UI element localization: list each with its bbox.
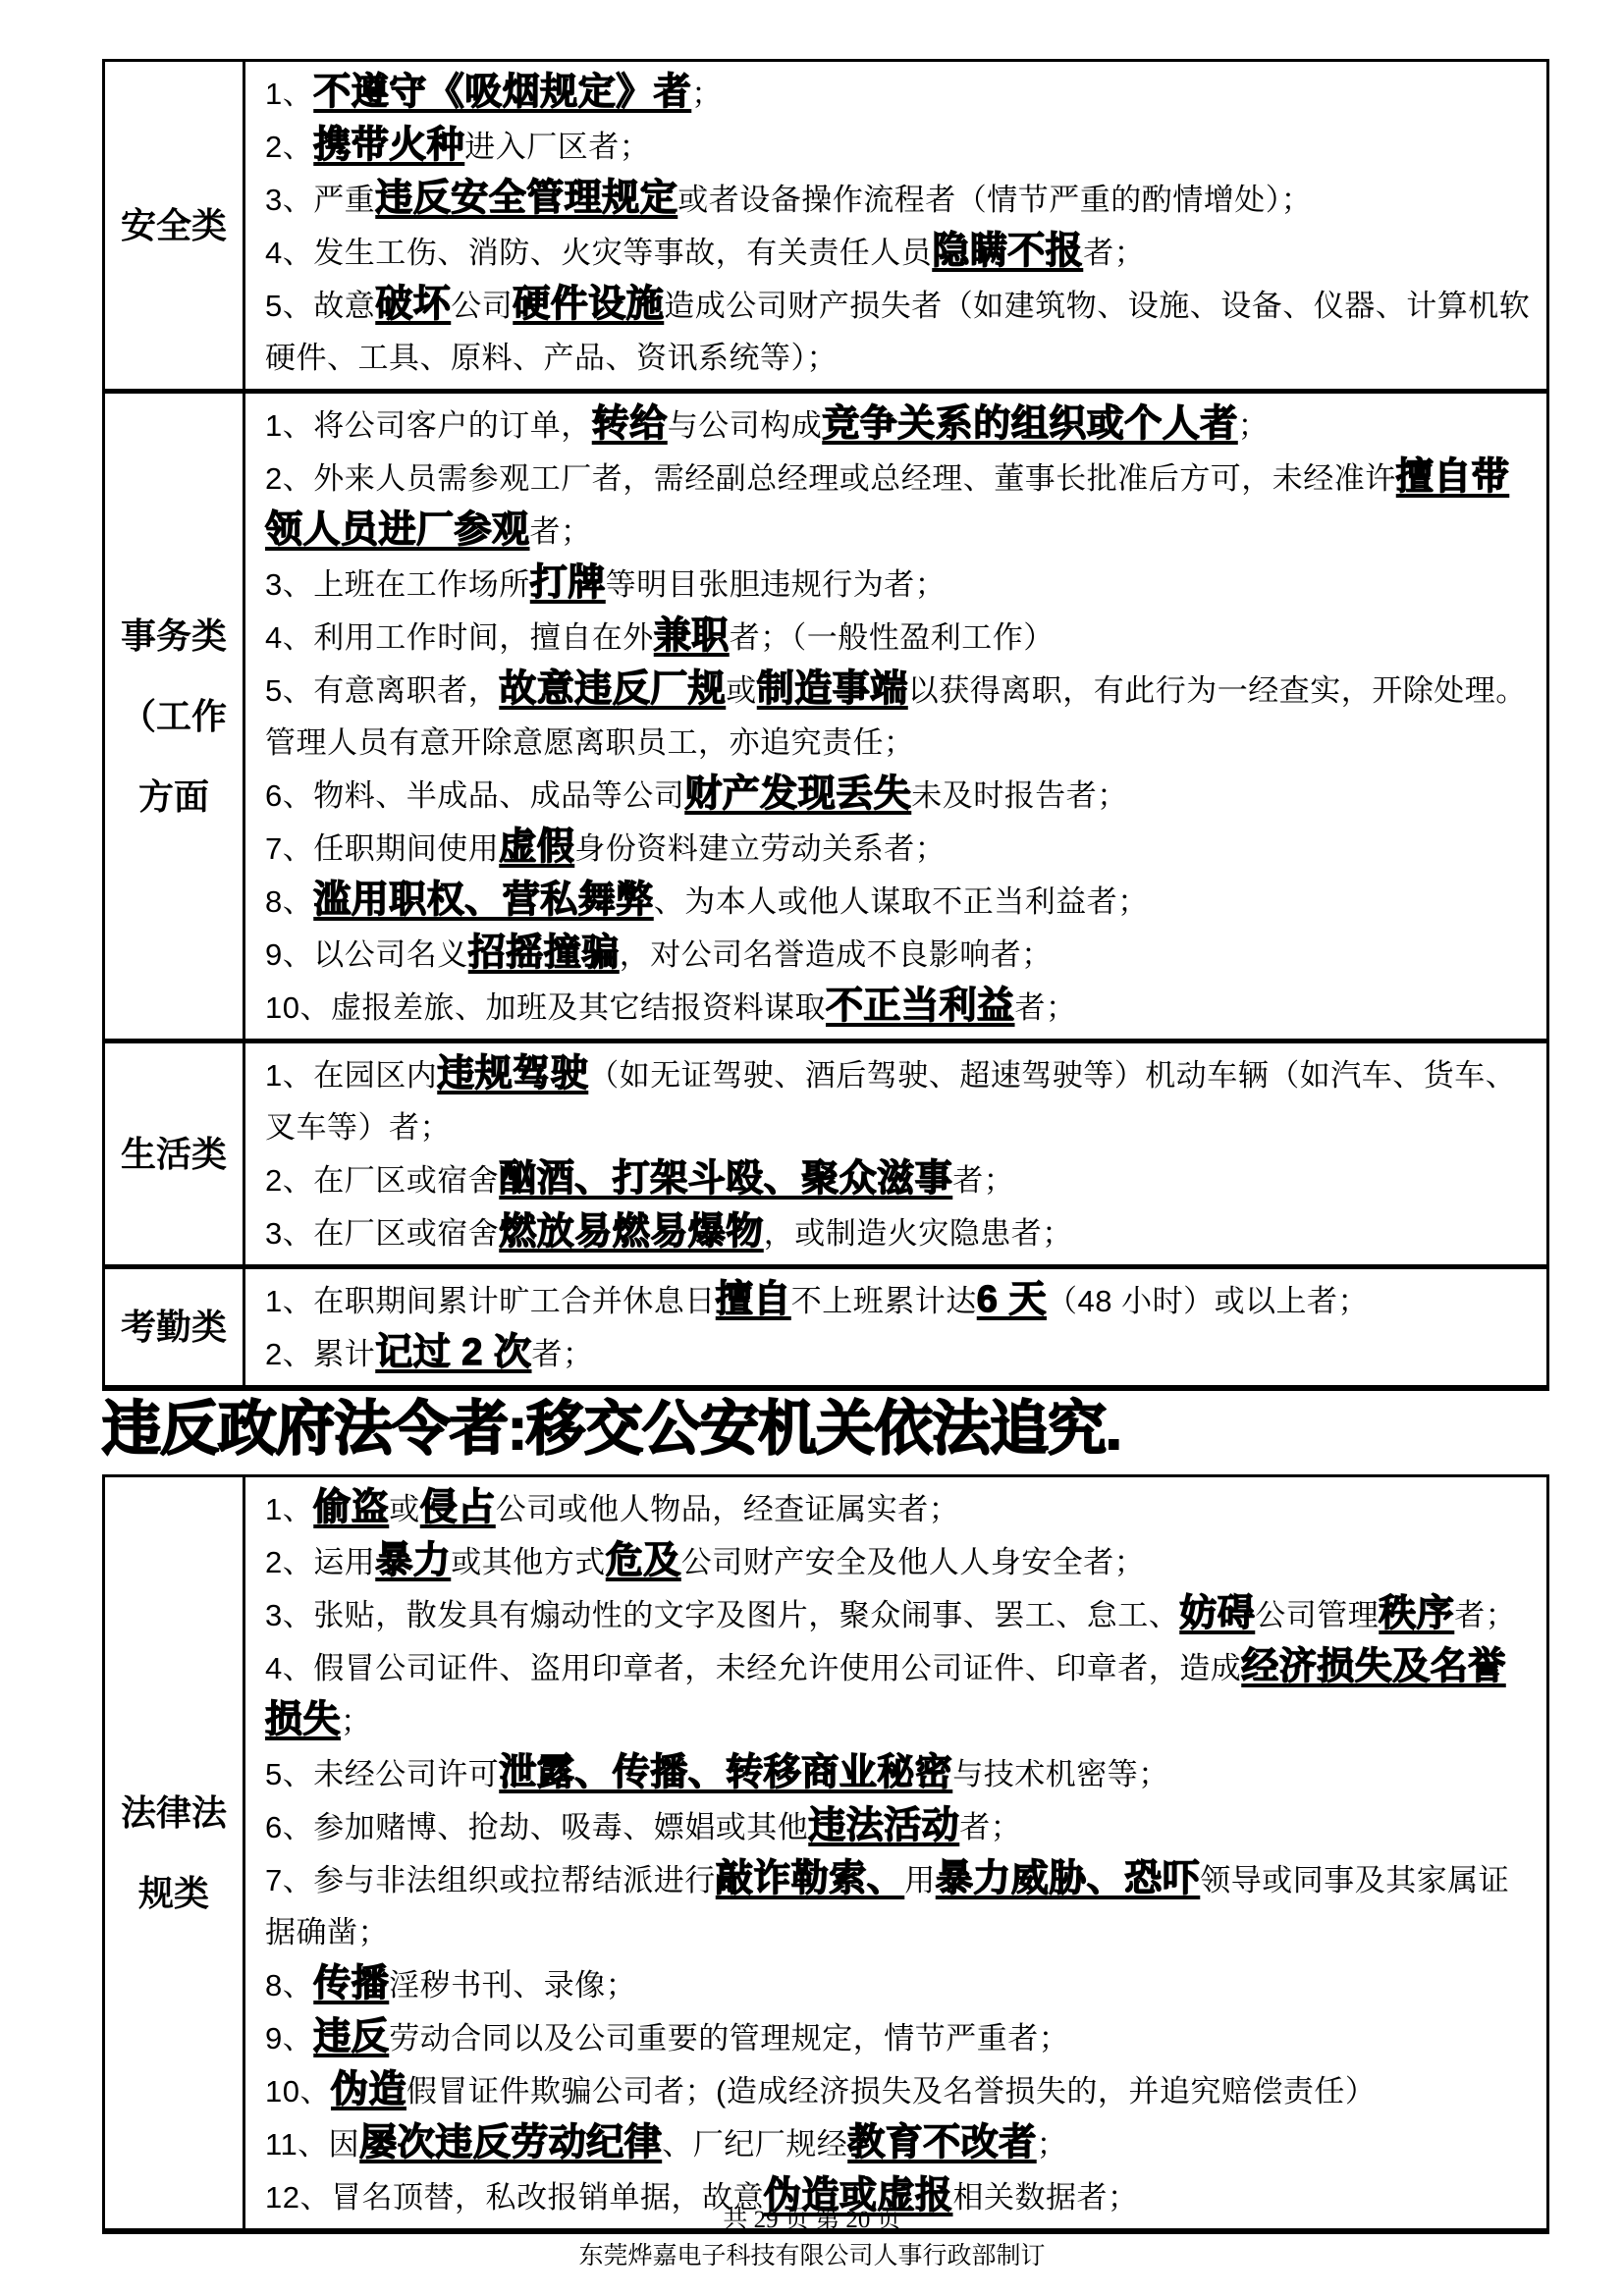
category-cell	[105, 394, 245, 1039]
plain-text: 7、参与非法组织或拉帮结派进行	[265, 1863, 716, 1897]
category-label: 生活类	[120, 1133, 227, 1174]
rule-item	[265, 2064, 1535, 2117]
plain-text: 未及时报告者；	[911, 778, 1128, 813]
plain-text: 11、因	[265, 2127, 360, 2162]
plain-text: 用	[904, 1863, 936, 1897]
emphasized-text: 违反安全管理规定	[375, 178, 678, 219]
rule-item	[265, 1327, 1535, 1380]
emphasized-text: 燃放易燃易爆物	[499, 1211, 764, 1253]
table-row	[105, 1264, 1546, 1385]
law-rules-table	[102, 1474, 1549, 2234]
emphasized-text: 伪造	[330, 2069, 406, 2110]
plain-text: 3、严重	[265, 183, 376, 217]
emphasized-text: 传播	[313, 1963, 390, 2004]
plain-text: 1、在职期间累计旷工合并休息日	[265, 1284, 716, 1318]
emphasized-text: 侵占	[419, 1487, 496, 1528]
plain-text: 6、物料、半成品、成品等公司	[265, 778, 685, 813]
plain-text: 9、	[265, 2021, 314, 2056]
rule-item	[265, 226, 1535, 279]
category-label: 安全类	[120, 204, 227, 245]
plain-text: 或	[726, 673, 757, 708]
emphasized-text: 酗酒、打架斗殴、聚众滋事	[499, 1158, 953, 1200]
plain-text: 以获得离职，有此行为一经查实，开除处理。管理人员有意开除意愿离职员工，亦追究责任；	[265, 673, 1527, 760]
plain-text: 者；	[959, 1810, 1022, 1844]
plain-text: 5、有意离职者，	[265, 673, 500, 708]
plain-text: 1、	[265, 1492, 314, 1526]
emphasized-text: 经济损失及名誉损失	[265, 1646, 1506, 1740]
rule-item	[265, 1482, 1535, 1535]
plain-text: （48 小时）或以上者；	[1046, 1284, 1370, 1318]
plain-text: 身份资料建立劳动关系者；	[574, 831, 947, 866]
rule-item	[265, 399, 1535, 452]
emphasized-text: 携带火种	[313, 125, 465, 166]
plain-text: 与公司构成	[667, 408, 823, 443]
emphasized-text: 不正当利益	[825, 986, 1015, 1027]
plain-text: 与技术机密等；	[952, 1757, 1169, 1791]
emphasized-text: 转给	[591, 403, 668, 445]
rule-item	[265, 664, 1535, 769]
plain-text: 7、任职期间使用	[265, 831, 500, 866]
emphasized-text: 兼职	[653, 615, 730, 657]
category-cell	[105, 1043, 245, 1264]
section-heading: 违反政府法令者:移交公安机关依法追究.	[102, 1396, 1121, 1462]
plain-text: 10、	[265, 2074, 331, 2109]
emphasized-text: 违规驾驶	[437, 1053, 589, 1095]
plain-text: 、为本人或他人谋取不正当利益者；	[653, 884, 1149, 919]
rule-item	[265, 1800, 1535, 1853]
category-label: 法律法	[120, 1791, 227, 1833]
emphasized-text: 违反	[313, 2016, 390, 2057]
table-row	[105, 389, 1546, 1039]
plain-text: 或者设备操作流程者（情节严重的酌情增处）；	[677, 183, 1313, 217]
emphasized-text: 6 天	[976, 1279, 1047, 1320]
category-label: 考勤类	[120, 1307, 227, 1347]
items-cell	[245, 1477, 1546, 2228]
emphasized-text: 不遵守《吸烟规定》者	[313, 72, 692, 113]
plain-text: 相关数据者；	[952, 2180, 1139, 2215]
plain-text: 2、累计	[265, 1337, 376, 1371]
emphasized-text: 违法活动	[808, 1805, 960, 1846]
rule-item	[265, 120, 1535, 173]
plain-text: 8、	[265, 1968, 314, 2002]
category-label: 规类	[137, 1872, 209, 1913]
plain-text: （如无证驾驶、酒后驾驶、超速驾驶等）机动车辆（如汽车、货车、叉车等）者；	[265, 1058, 1517, 1145]
plain-text: 领导或同事及其家属证据确凿；	[265, 1863, 1510, 1949]
rule-item	[265, 1206, 1535, 1259]
plain-text: 者；	[529, 514, 592, 549]
table-row	[105, 62, 1546, 389]
emphasized-text: 硬件设施	[513, 284, 665, 325]
rule-item	[265, 2117, 1535, 2170]
plain-text: 劳动合同以及公司重要的管理规定，情节严重者；	[389, 2021, 1070, 2056]
plain-text: 9、以公司名义	[265, 937, 468, 972]
category-label: 方面	[137, 775, 209, 817]
plain-text: ；	[1237, 408, 1270, 443]
emphasized-text: 教育不改者	[847, 2122, 1037, 2163]
plain-text: 者；	[1014, 990, 1077, 1025]
emphasized-text: 财产发现丢失	[684, 774, 912, 815]
emphasized-text: 虚假	[499, 827, 575, 868]
items-cell	[245, 1269, 1546, 1385]
rule-item	[265, 173, 1535, 226]
emphasized-text: 滥用职权、营私舞弊	[313, 880, 654, 921]
plain-text: 1、	[265, 77, 314, 111]
category-cell	[105, 1477, 245, 2228]
emphasized-text: 招摇撞骗	[467, 933, 620, 974]
rule-item	[265, 279, 1535, 384]
plain-text: 公司财产安全及他人人身安全者；	[680, 1545, 1146, 1579]
emphasized-text: 记过 2 次	[375, 1332, 532, 1373]
rule-item	[265, 981, 1535, 1034]
emphasized-text: 隐瞒不报	[932, 231, 1084, 272]
table-row	[105, 1477, 1546, 2228]
footer-issuer: 东莞烨嘉电子科技有限公司人事行政部制订	[578, 2243, 1046, 2269]
emphasized-text: 破坏	[375, 284, 452, 325]
rule-item	[265, 558, 1535, 611]
plain-text: ，或制造火灾隐患者；	[763, 1216, 1073, 1251]
plain-text: 1、在园区内	[265, 1058, 438, 1093]
plain-text: 2、外来人员需参观工厂者，需经副总经理或总经理、董事长批准后方可，未经准许	[265, 461, 1396, 496]
page-count: 共 29 页 第 20 页	[723, 2207, 901, 2233]
plain-text: 5、故意	[265, 289, 376, 323]
plain-text: ；	[691, 77, 723, 111]
plain-text: 公司或他人物品，经查证属实者；	[495, 1492, 960, 1526]
plain-text: ；	[341, 1704, 372, 1738]
rule-item	[265, 769, 1535, 822]
emphasized-text: 危及	[605, 1540, 681, 1581]
plain-text: ，对公司名誉造成不良影响者；	[619, 937, 1053, 972]
plain-text: ；	[1036, 2127, 1068, 2162]
rule-item	[265, 452, 1535, 558]
rule-item	[265, 1588, 1535, 1641]
plain-text: 公司	[451, 289, 514, 323]
plain-text: 进入厂区者；	[464, 130, 651, 164]
plain-text: 4、发生工伤、消防、火灾等事故，有关责任人员	[265, 236, 933, 270]
plain-text: 造成公司财产损失者（如建筑物、设施、设备、仪器、计算机软硬件、工具、原料、产品、资讯系统等）；	[265, 289, 1531, 375]
plain-text: 3、张贴，散发具有煽动性的文字及图片，聚众闹事、罢工、怠工、	[265, 1598, 1180, 1632]
plain-text: 等明目张胆违规行为者；	[605, 567, 947, 602]
plain-text: 公司管理	[1255, 1598, 1380, 1632]
plain-text: 3、上班在工作场所	[265, 567, 530, 602]
emphasized-text: 擅自带领人员进厂参观	[265, 456, 1510, 551]
plain-text: 5、未经公司许可	[265, 1757, 500, 1791]
rule-item	[265, 1747, 1535, 1800]
rule-item	[265, 1153, 1535, 1206]
plain-text: 者；	[1454, 1598, 1517, 1632]
items-cell	[245, 62, 1546, 389]
emphasized-text: 秩序	[1379, 1593, 1455, 1634]
rule-item	[265, 822, 1535, 875]
rule-item	[265, 928, 1535, 981]
plain-text: 者；	[952, 1163, 1015, 1198]
plain-text: 淫秽书刊、录像；	[389, 1968, 637, 2002]
table-row	[105, 1039, 1546, 1264]
items-cell	[245, 1043, 1546, 1264]
category-cell	[105, 62, 245, 389]
plain-text: 假冒证件欺骗公司者；(造成经济损失及名誉损失的，并追究赔偿责任）	[406, 2074, 1377, 2109]
items-cell	[245, 394, 1546, 1039]
plain-text: 者；	[531, 1337, 594, 1371]
emphasized-text: 竞争关系的组织或个人者	[822, 403, 1238, 445]
rule-item	[265, 2011, 1535, 2064]
plain-text: 1、将公司客户的订单，	[265, 408, 592, 443]
plain-text: 2、运用	[265, 1545, 376, 1579]
emphasized-text: 暴力	[375, 1540, 452, 1581]
plain-text: 者；	[1083, 236, 1146, 270]
emphasized-text: 故意违反厂规	[499, 668, 727, 710]
emphasized-text: 屡次违反劳动纪律	[359, 2122, 663, 2163]
category-label: （工作	[120, 695, 227, 736]
category-cell	[105, 1269, 245, 1385]
rule-item	[265, 1274, 1535, 1327]
category-label: 事务类	[120, 614, 227, 656]
plain-text: 4、利用工作时间，擅自在外	[265, 620, 654, 655]
rule-item	[265, 67, 1535, 120]
plain-text: 12、冒名顶替，私改报销单据，故意	[265, 2180, 764, 2215]
emphasized-text: 敲诈勒索、	[715, 1858, 905, 1899]
rule-item	[265, 1641, 1535, 1747]
plain-text: 、厂纪厂规经	[662, 2127, 848, 2162]
plain-text: 6、参加赌博、抢劫、吸毒、嫖娼或其他	[265, 1810, 809, 1844]
emphasized-text: 妨碍	[1179, 1593, 1256, 1634]
rule-item	[265, 1535, 1535, 1588]
emphasized-text: 擅自	[715, 1279, 791, 1320]
plain-text: 或其他方式	[451, 1545, 606, 1579]
page-footer	[0, 2202, 1624, 2274]
plain-text: 8、	[265, 884, 314, 919]
rule-item	[265, 611, 1535, 664]
emphasized-text: 偷盗	[313, 1487, 390, 1528]
plain-text: 或	[389, 1492, 420, 1526]
emphasized-text: 制造事端	[756, 668, 908, 710]
rule-item	[265, 875, 1535, 928]
emphasized-text: 伪造或虚报	[763, 2175, 953, 2216]
emphasized-text: 泄露、传播、转移商业秘密	[499, 1752, 953, 1793]
plain-text: 10、虚报差旅、加班及其它结报资料谋取	[265, 990, 826, 1025]
plain-text: 不上班累计达	[790, 1284, 977, 1318]
plain-text: 4、假冒公司证件、盗用印章者，未经允许使用公司证件、印章者，造成	[265, 1651, 1242, 1685]
emphasized-text: 暴力威胁、恐吓	[935, 1858, 1201, 1899]
plain-text: 2、	[265, 130, 314, 164]
rule-item	[265, 1048, 1535, 1153]
plain-text: 3、在厂区或宿舍	[265, 1216, 500, 1251]
plain-text: 2、在厂区或宿舍	[265, 1163, 500, 1198]
emphasized-text: 打牌	[529, 562, 606, 604]
discipline-rules-table	[102, 59, 1549, 1391]
rule-item	[265, 1958, 1535, 2011]
rule-item	[265, 1853, 1535, 1958]
plain-text: 者；（一般性盈利工作）	[729, 620, 1055, 655]
